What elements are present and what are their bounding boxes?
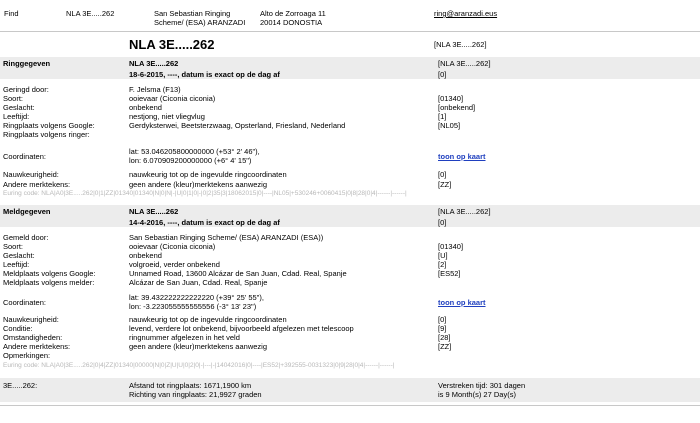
summary-ring-number: 3E.....262: [3, 381, 38, 390]
field-value: F. Jelsma (F13) [129, 85, 181, 94]
field-value: nauwkeurig tot op de ingevulde ringcoordinaten [129, 170, 287, 179]
field-code: [NL05] [438, 121, 461, 130]
organization-name: San Sebastian Ringing [154, 9, 231, 18]
ringing-row [0, 130, 700, 139]
longitude-value: lon: -3.223055555555556 (-3° 13' 23") [129, 302, 257, 311]
field-value: ringnummer afgelezen in het veld [129, 333, 240, 342]
field-code: [9] [438, 324, 447, 333]
field-value: levend, verdere lot onbekend, bijvoorbeeld afgelezen met telescoop [129, 324, 354, 333]
show-on-map-link[interactable]: toon op kaart [438, 152, 486, 161]
recovery-section-header [0, 205, 700, 227]
field-value: ooievaar (Ciconia ciconia) [129, 242, 216, 251]
field-code: [01340] [438, 242, 464, 251]
field-code: [01340] [438, 94, 464, 103]
field-label: Andere merktekens: [3, 342, 71, 351]
organization-city: 20014 DONOSTIA [260, 18, 323, 27]
show-on-map-link[interactable]: toon op kaart [438, 298, 486, 307]
ringing-ring-code: [NLA 3E.....262] [438, 59, 491, 68]
field-value: nauwkeurig tot op de ingevulde ringcoordinaten [129, 315, 287, 324]
recovery-row [0, 269, 700, 278]
field-label: Soort: [3, 94, 24, 103]
field-label: Geringd door: [3, 85, 49, 94]
field-label: Ringplaats volgens ringer: [3, 130, 90, 139]
ringing-section-header [0, 57, 700, 79]
recovery-row [0, 260, 700, 269]
ringing-date-code: [0] [438, 70, 447, 79]
divider [0, 405, 700, 406]
divider [0, 31, 700, 32]
recovery-row [0, 333, 700, 342]
recovery-date-code: [0] [438, 218, 447, 227]
elapsed-time: Verstreken tijd: 301 dagen [438, 381, 526, 390]
field-label: Ringplaats volgens Google: [3, 121, 95, 130]
field-code: [ZZ] [438, 342, 452, 351]
field-label: Nauwkeurigheid: [3, 170, 59, 179]
field-code: [2] [438, 260, 447, 269]
field-value: Alcázar de San Juan, Cdad. Real, Spanje [129, 278, 268, 287]
distance-summary [0, 378, 700, 402]
field-value: onbekend [129, 251, 162, 260]
recovery-row [0, 251, 700, 260]
field-label: Geslacht: [3, 103, 35, 112]
recovery-row [0, 342, 700, 351]
field-label: Coordinaten: [3, 298, 46, 307]
recovery-coordinates [0, 293, 700, 313]
field-value: San Sebastian Ringing Scheme/ (ESA) ARANZADI (ESA)) [129, 233, 324, 242]
field-label: Conditie: [3, 324, 33, 333]
field-code: [0] [438, 170, 447, 179]
field-label: Gemeld door: [3, 233, 49, 242]
recovery-ring-code: [NLA 3E.....262] [438, 207, 491, 216]
title-ring-number: NLA 3E.....262 [129, 37, 215, 52]
field-code: [1] [438, 112, 447, 121]
ringing-row [0, 112, 700, 121]
field-code: [ZZ] [438, 180, 452, 189]
recovery-row [0, 278, 700, 287]
field-value: onbekend [129, 103, 162, 112]
field-label: Nauwkeurigheid: [3, 315, 59, 324]
euring-code: Euring code: NLA|A0|3E.....262|0|1|ZZ|01340|01340|N|0|N|-|U|0|1|0|-|0|2|35|3|18062015|0|----|NL05|+530246+0060415|0|8|28|0|4|------|------| [3, 190, 407, 197]
recovery-row [0, 233, 700, 242]
field-code: [28] [438, 333, 451, 342]
ringing-row [0, 94, 700, 103]
recovery-row [0, 324, 700, 333]
direction-value: Richting van ringplaats: 21,9927 graden [129, 390, 262, 399]
field-code: [onbekend] [438, 103, 476, 112]
latitude-value: lat: 53.046205800000000 (+53° 2' 46"), [129, 147, 260, 156]
report-title [0, 34, 700, 54]
field-label: Soort: [3, 242, 24, 251]
ringing-ring-number: NLA 3E.....262 [129, 59, 179, 68]
field-label: Coordinaten: [3, 152, 46, 161]
field-label: Geslacht: [3, 251, 35, 260]
field-code: [0] [438, 315, 447, 324]
field-label: Omstandigheden: [3, 333, 63, 342]
ringing-row [0, 85, 700, 94]
recovery-row [0, 242, 700, 251]
organization-address: Alto de Zorroaga 11 [260, 9, 326, 18]
field-label: Meldplaats volgens melder: [3, 278, 95, 287]
ringing-row [0, 103, 700, 112]
latitude-value: lat: 39.432222222222220 (+39° 25' 55"), [129, 293, 264, 302]
recovery-ring-number: NLA 3E.....262 [129, 207, 179, 216]
field-value: ooievaar (Ciconia ciconia) [129, 94, 216, 103]
ringing-row [0, 121, 700, 130]
recovery-section-label: Meldgegeven [3, 207, 51, 216]
ringing-section-label: Ringgegeven [3, 59, 51, 68]
field-label: Opmerkingen: [3, 351, 51, 360]
field-label: Andere merktekens: [3, 180, 71, 189]
find-label: Find [4, 9, 19, 18]
field-value: geen andere (kleur)merktekens aanwezig [129, 342, 267, 351]
ringing-row [0, 170, 700, 179]
field-code: [U] [438, 251, 448, 260]
field-code: [ES52] [438, 269, 461, 278]
recovery-date: 14-4-2016, ----, datum is exact op de dag af [129, 218, 280, 227]
distance-value: Afstand tot ringplaats: 1671,1900 km [129, 381, 252, 390]
elapsed-time-detail: is 9 Month(s) 27 Day(s) [438, 390, 516, 399]
organization-name-line2: Scheme/ (ESA) ARANZADI [154, 18, 246, 27]
field-value: Unnamed Road, 13600 Alcázar de San Juan, Cdad. Real, Spanje [129, 269, 347, 278]
email-link[interactable]: ring@aranzadi.eus [434, 9, 498, 18]
ringing-row [0, 180, 700, 189]
longitude-value: lon: 6.070909200000000 (+6° 4' 15") [129, 156, 252, 165]
header-ring-number: NLA 3E.....262 [66, 9, 115, 18]
recovery-row [0, 351, 700, 360]
euring-code: Euring code: NLA|A0|3E.....262|0|4|ZZ|01340|00000|N|0|Z|U|U|0|2|0|-|---|-|14042016|0|----|ES52|+392555-0031323|0|9|28|0|4|------|------| [3, 362, 395, 369]
field-value: volgroeid, verder onbekend [129, 260, 220, 269]
field-label: Leeftijd: [3, 260, 30, 269]
field-value: Gerdyksterwei, Beetsterzwaag, Opsterland, Friesland, Nederland [129, 121, 346, 130]
ringing-coordinates [0, 147, 700, 167]
ringing-date: 18-6-2015, ----, datum is exact op de dag af [129, 70, 280, 79]
field-value: nestjong, niet vliegvlug [129, 112, 205, 121]
recovery-row [0, 315, 700, 324]
field-value: geen andere (kleur)merktekens aanwezig [129, 180, 267, 189]
title-ring-code: [NLA 3E.....262] [434, 40, 487, 49]
field-label: Leeftijd: [3, 112, 30, 121]
field-label: Meldplaats volgens Google: [3, 269, 96, 278]
